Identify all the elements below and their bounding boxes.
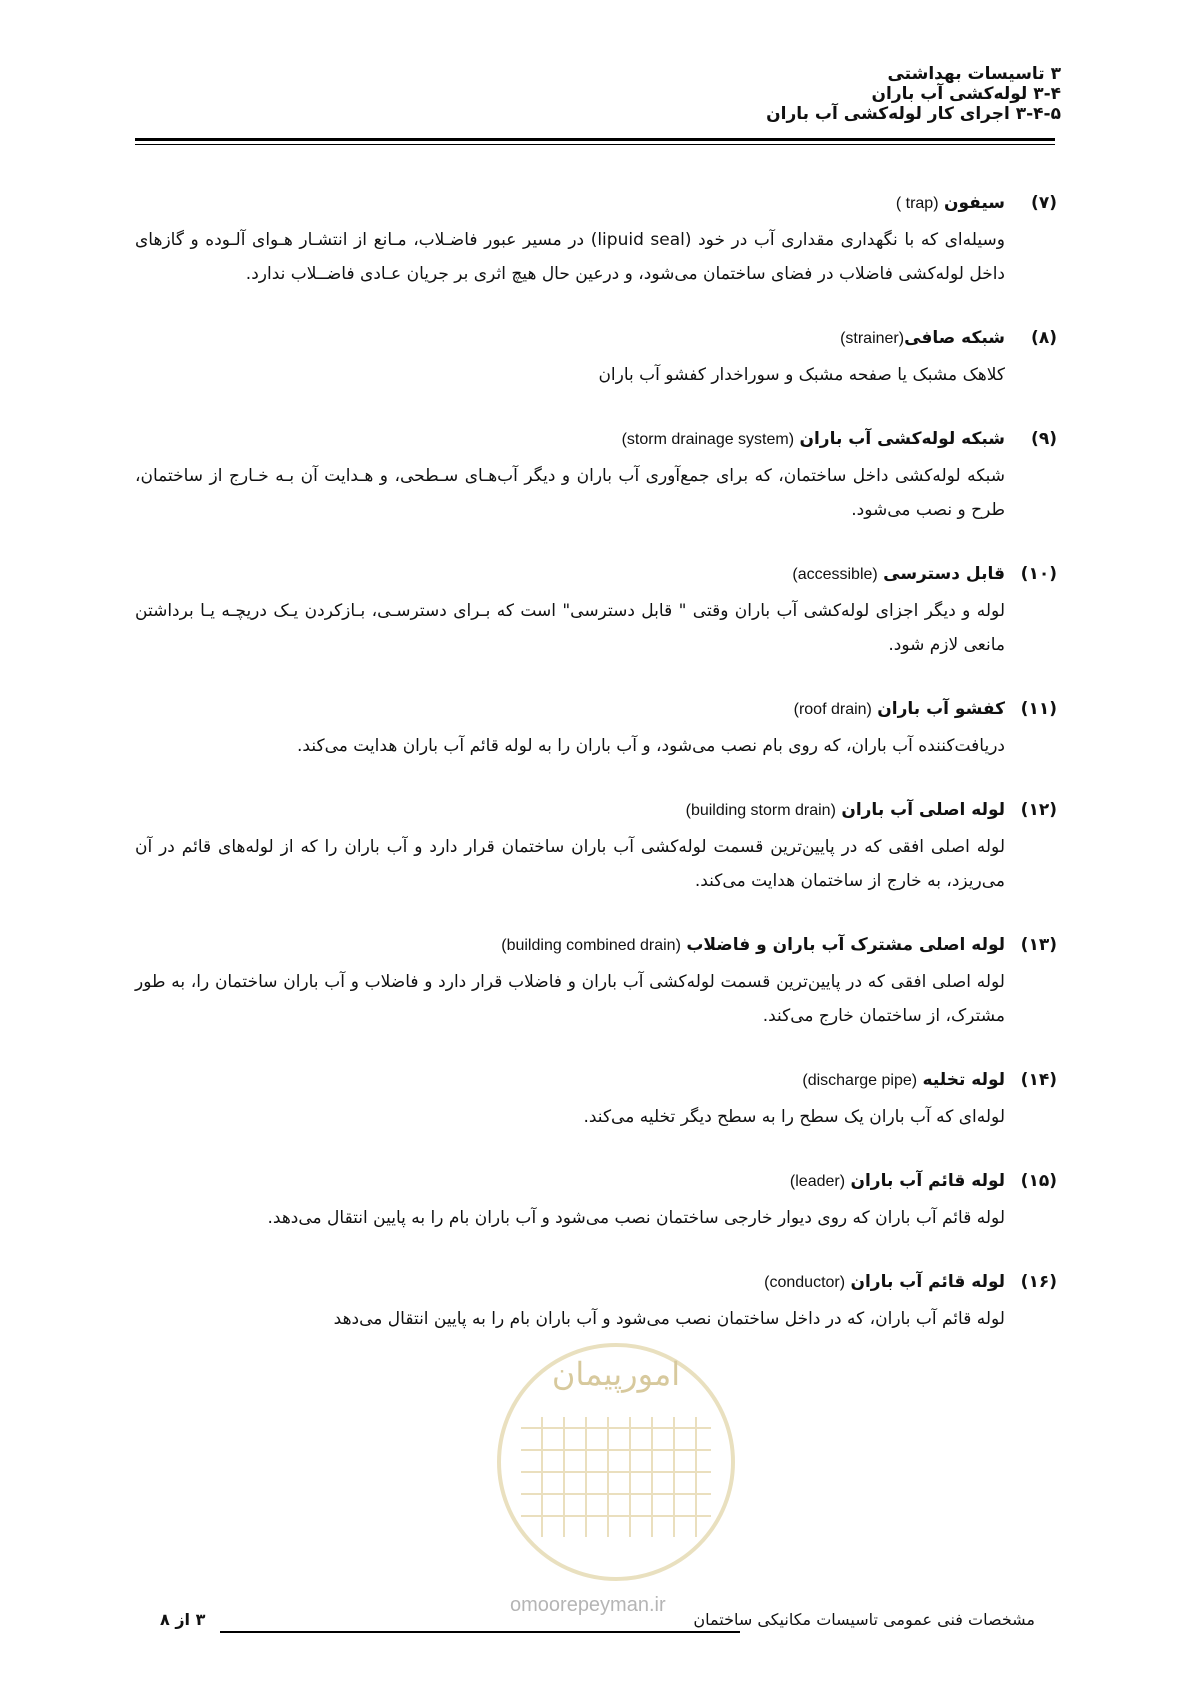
definition-english: (strainer)	[840, 330, 905, 347]
header-rule-thin	[135, 144, 1055, 145]
definition-item	[135, 1267, 1057, 1336]
footer-rule	[220, 1631, 740, 1633]
definition-body: لوله و دیگر اجزای لوله‌کشی آب باران وقتی " قابل دسترسی" است که بـرای دسترسـی، بـازکردن یـک دریچـه یـا برداشتن مانعی لازم شود.	[135, 601, 1005, 655]
footer-page-number: ۳ از ۸	[160, 1610, 206, 1629]
definition-english: ( trap)	[895, 195, 939, 212]
definition-number: (۹)	[1031, 429, 1057, 449]
header-line-2: ۳-۴ لوله‌کشی آب باران	[871, 84, 1061, 104]
definition-body: لوله قائم آب باران که روی دیوار خارجی ساختمان نصب می‌شود و آب باران بام را به پایین انتقال می‌دهد.	[267, 1208, 1005, 1228]
definition-item	[135, 559, 1057, 662]
definition-term: شبکه لوله‌کشی آب باران	[799, 429, 1005, 449]
definition-term: لوله تخلیه	[922, 1070, 1005, 1090]
header-line-1: ۳ تاسیسات بهداشتی	[887, 64, 1061, 84]
definition-term: قابل دسترسی	[883, 564, 1005, 584]
definition-body: لوله قائم آب باران، که در داخل ساختمان نصب می‌شود و آب باران بام را به پایین انتقال می‌دهد	[333, 1309, 1005, 1329]
definition-english: (accessible)	[792, 566, 878, 583]
definition-english: (building storm drain)	[685, 802, 836, 819]
definition-body: کلاهک مشبک یا صفحه مشبک و سوراخدار کفشو آب باران	[598, 365, 1005, 385]
definition-item	[135, 694, 1057, 763]
definition-item	[135, 424, 1057, 527]
definition-body: وسیله‌ای که با نگهداری مقداری آب در خود (lipuid seal) در مسیر عبور فاضـلاب، مـانع از انتشـار هـوای آلـوده و گازهای داخل لوله‌کشی فاضلاب در فضای ساختمان می‌شود، و درعین حال هیچ اثری بر جریان عـادی فاضــلاب ندارد.	[135, 230, 1005, 284]
definition-number: (۱۵)	[1020, 1171, 1057, 1191]
watermark-url: omoorepeyman.ir	[510, 1594, 666, 1616]
definition-item	[135, 930, 1057, 1033]
definition-english: (discharge pipe)	[802, 1072, 918, 1089]
definition-english: (roof drain)	[793, 701, 872, 718]
watermark-seal	[497, 1343, 735, 1581]
definition-term: شبکه صافی	[904, 328, 1005, 348]
definition-item	[135, 1166, 1057, 1235]
definition-item	[135, 795, 1057, 898]
definition-english: (leader)	[789, 1173, 846, 1190]
definition-number: (۱۴)	[1020, 1070, 1057, 1090]
definition-item	[135, 1065, 1057, 1134]
definition-term: لوله قائم آب باران	[850, 1272, 1005, 1292]
page-header	[161, 64, 1061, 124]
definition-number: (۱۰)	[1020, 564, 1057, 584]
definition-english: (building combined drain)	[501, 937, 681, 954]
watermark-grid-icon	[521, 1417, 711, 1537]
definition-term: لوله اصلی مشترک آب باران و فاضلاب	[686, 935, 1005, 955]
definition-item	[135, 188, 1057, 291]
definition-item	[135, 323, 1057, 392]
watermark-text: امورپیمان	[551, 1355, 681, 1393]
definition-term: سیفون	[943, 193, 1005, 213]
definitions-list	[135, 188, 1057, 1368]
header-rule-thick	[135, 138, 1055, 141]
definition-number: (۱۱)	[1020, 699, 1057, 719]
definition-body: لوله اصلی افقی که در پایین‌ترین قسمت لوله‌کشی آب باران و فاضلاب قرار دارد و فاضلاب و آب باران ساختمان را، به طور مشترک، از ساختمان خارج می‌کند.	[135, 972, 1005, 1026]
definition-number: (۱۲)	[1020, 800, 1057, 820]
definition-number: (۱۳)	[1020, 935, 1057, 955]
definition-english: (storm drainage system)	[621, 431, 795, 448]
definition-term: کفشو آب باران	[877, 699, 1005, 719]
definition-number: (۷)	[1031, 193, 1057, 213]
definition-number: (۱۶)	[1020, 1272, 1057, 1292]
footer-title: مشخصات فنی عمومی تاسیسات مکانیکی ساختمان	[693, 1610, 1035, 1629]
definition-number: (۸)	[1031, 328, 1057, 348]
definition-body: دریافت‌کننده آب باران، که روی بام نصب می‌شود، و آب باران را به لوله قائم آب باران هدایت می‌کند.	[297, 736, 1005, 756]
definition-term: لوله اصلی آب باران	[841, 800, 1005, 820]
definition-english: (conductor)	[764, 1274, 846, 1291]
header-line-3: ۳-۴-۵ اجرای کار لوله‌کشی آب باران	[766, 104, 1061, 124]
definition-term: لوله قائم آب باران	[850, 1171, 1005, 1191]
definition-body: لوله اصلی افقی که در پایین‌ترین قسمت لوله‌کشی آب باران ساختمان قرار دارد و آب باران را که از لوله‌های قائم در آن می‌ریزد، به خارج از ساختمان هدایت می‌کند.	[135, 837, 1005, 891]
definition-body: شبکه لوله‌کشی داخل ساختمان، که برای جمع‌آوری آب باران و دیگر آب‌هـای سـطحی، و هـدایت آن بـه خـارج از ساختمان، طرح و نصب می‌شود.	[135, 466, 1005, 520]
definition-body: لوله‌ای که آب باران یک سطح را به سطح دیگر تخلیه می‌کند.	[583, 1107, 1005, 1127]
